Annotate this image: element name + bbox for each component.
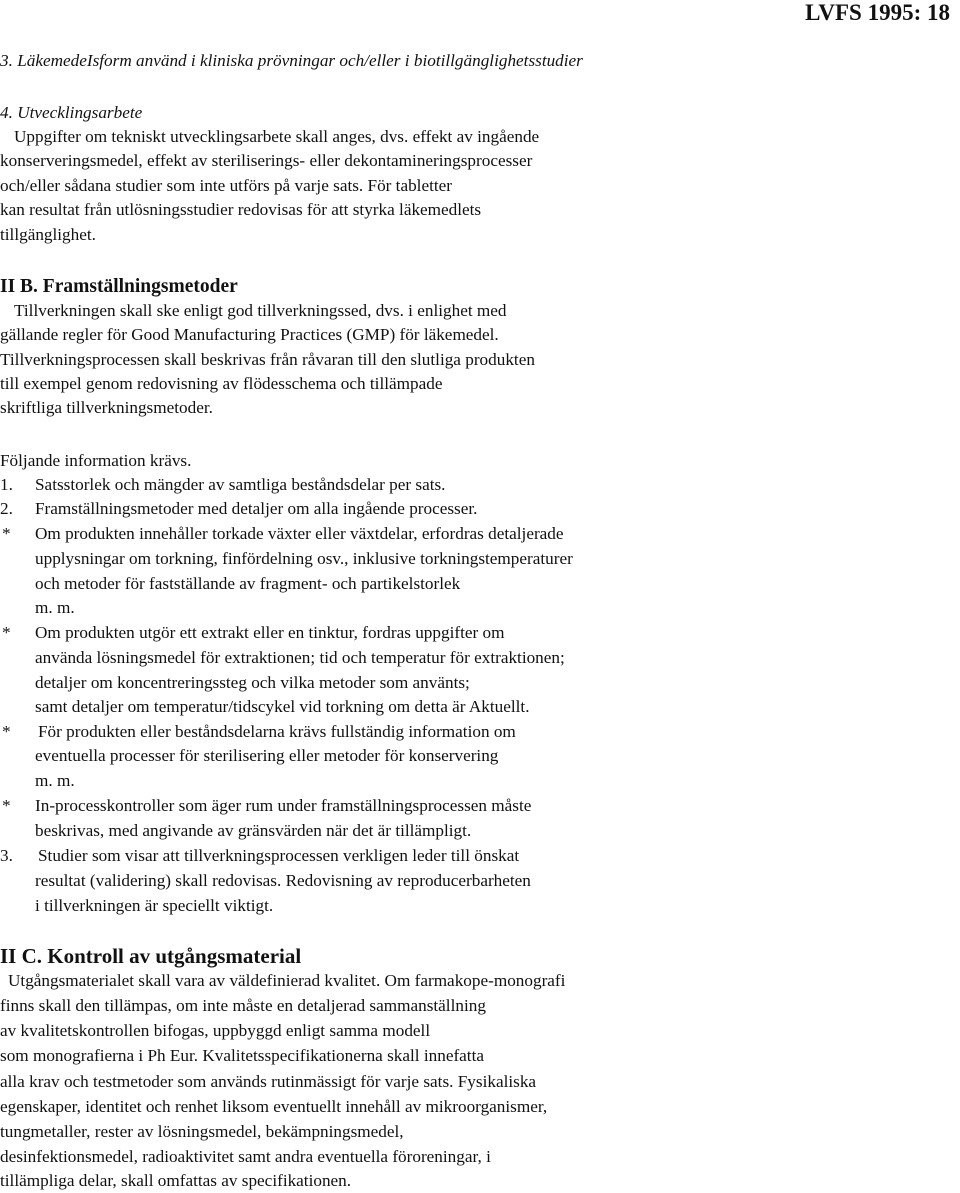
list-item-marker: * [2, 722, 11, 741]
list-item-line: beskrivas, med angivande av gränsvärden när det är tillämpligt. [35, 821, 472, 840]
paragraph-line: desinfektionsmedel, radioaktivitet samt andra eventuella föroreningar, i [0, 1147, 491, 1166]
list-item-line: Framställningsmetoder med detaljer om alla ingående processer. [35, 499, 478, 518]
list-item-marker: * [2, 796, 11, 815]
paragraph-line: finns skall den tillämpas, om inte måste en detaljerad sammanställning [0, 996, 486, 1015]
paragraph-line: gällande regler för Good Manufacturing Practices (GMP) för läkemedel. [0, 325, 499, 344]
paragraph-line: konserveringsmedel, effekt av steriliserings- eller dekontamineringsprocesser [0, 151, 533, 170]
paragraph-line: och/eller sådana studier som inte utförs på varje sats. För tabletter [0, 176, 452, 195]
list-item-line: upplysningar om torkning, finfördelning osv., inklusive torkningstemperaturer [35, 549, 573, 568]
paragraph-line: skriftliga tillverkningsmetoder. [0, 398, 213, 417]
paragraph-line: Tillverkningsprocessen skall beskrivas från råvaran till den slutliga produkten [0, 350, 535, 369]
list-item-line: samt detaljer om temperatur/tidscykel vid torkning om detta är Aktuellt. [35, 697, 530, 716]
list-item-line: För produkten eller beståndsdelarna krävs fullständig information om [38, 722, 516, 741]
section-iib-heading: II B. Framställningsmetoder [0, 276, 238, 297]
paragraph-line: som monografierna i Ph Eur. Kvalitetsspecifikationerna skall innefatta [0, 1046, 484, 1065]
list-item-line: m. m. [35, 771, 75, 790]
paragraph-line: tungmetaller, rester av lösningsmedel, bekämpningsmedel, [0, 1122, 404, 1141]
list-item-line: använda lösningsmedel för extraktionen; tid och temperatur för extraktionen; [35, 648, 565, 667]
list-item-line: detaljer om koncentreringssteg och vilka metoder som använts; [35, 673, 470, 692]
paragraph-line: av kvalitetskontrollen bifogas, uppbyggd enligt samma modell [0, 1021, 431, 1040]
information-intro: Följande information krävs. [0, 451, 192, 470]
list-item-line: Om produkten utgör ett extrakt eller en tinktur, fordras uppgifter om [35, 623, 505, 642]
list-item-line: Satsstorlek och mängder av samtliga beståndsdelar per sats. [35, 475, 446, 494]
document-id-header: LVFS 1995: 18 [805, 0, 950, 25]
list-item-marker: 2. [0, 499, 13, 518]
list-item-marker: 1. [0, 475, 13, 494]
paragraph-line: kan resultat från utlösningsstudier redovisas för att styrka läkemedlets [0, 200, 482, 219]
list-item-marker: 3. [0, 846, 13, 865]
list-item-line: m. m. [35, 598, 75, 617]
section-4-heading: 4. Utvecklingsarbete [0, 103, 143, 122]
paragraph-line: Utgångsmaterialet skall vara av väldefinierad kvalitet. Om farmakope-monografi [8, 971, 566, 990]
list-item-line: i tillverkningen är speciellt viktigt. [35, 896, 274, 915]
section-3-heading: 3. LäkemedeIsform använd i kliniska prövningar och/eller i biotillgänglighetsstudier [0, 51, 583, 70]
paragraph-line: Uppgifter om tekniskt utvecklingsarbete skall anges, dvs. effekt av ingående [14, 127, 540, 146]
list-item-line: och metoder för fastställande av fragment- och partikelstorlek [35, 574, 461, 593]
paragraph-line: tillgänglighet. [0, 225, 96, 244]
paragraph-line: alla krav och testmetoder som används rutinmässigt för varje sats. Fysikaliska [0, 1072, 537, 1091]
list-item-line: In-processkontroller som äger rum under framställningsprocessen måste [35, 796, 532, 815]
list-item-line: resultat (validering) skall redovisas. Redovisning av reproducerbarheten [35, 871, 531, 890]
paragraph-line: tillämpliga delar, skall omfattas av specifikationen. [0, 1171, 352, 1190]
section-iic-heading: II C. Kontroll av utgångsmaterial [0, 944, 302, 968]
paragraph-line: till exempel genom redovisning av flödesschema och tillämpade [0, 374, 443, 393]
list-item-line: eventuella processer för sterilisering eller metoder för konservering [35, 746, 499, 765]
list-item-line: Om produkten innehåller torkade växter eller växtdelar, erfordras detaljerade [35, 524, 564, 543]
list-item-line: Studier som visar att tillverkningsprocessen verkligen leder till önskat [38, 846, 520, 865]
paragraph-line: egenskaper, identitet och renhet liksom eventuellt innehåll av mikroorganismer, [0, 1097, 548, 1116]
list-item-marker: * [2, 524, 11, 543]
paragraph-line: Tillverkningen skall ske enligt god tillverkningssed, dvs. i enlighet med [14, 301, 507, 320]
list-item-marker: * [2, 623, 11, 642]
